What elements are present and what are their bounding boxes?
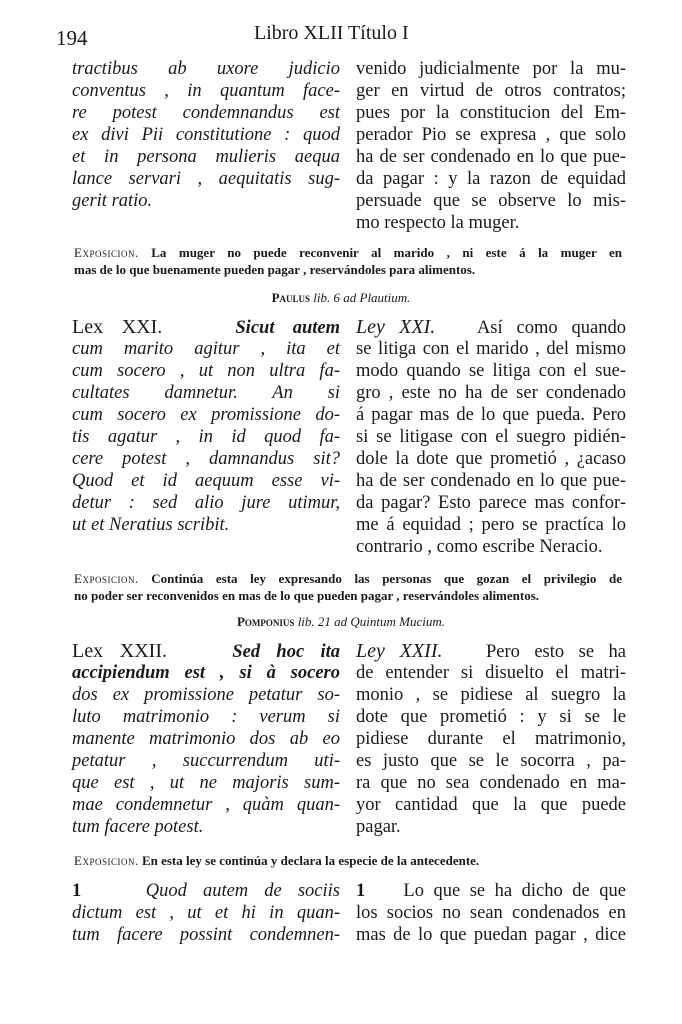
spanish-line: pues por la constitucion del Em- xyxy=(356,103,626,123)
source-citation-2 xyxy=(0,614,682,630)
spanish-line: de entender si disuelto el matri- xyxy=(356,663,626,683)
spanish-line: los socios no sean condenados en xyxy=(356,903,626,923)
latin-line: Lex XXI. Sicut autem xyxy=(72,316,341,338)
latin-line: gerit ratio. xyxy=(72,191,153,211)
spanish-line: gro , este no ha de ser condenado xyxy=(356,383,626,403)
spanish-line: ha de ser condenado en lo que pue- xyxy=(356,147,626,167)
latin-line: cultates damnetur. An si xyxy=(72,383,340,403)
spanish-line: monio , se pidiese al suegro la xyxy=(356,685,626,705)
latin-line: re potest condemnandus est xyxy=(72,103,340,123)
latin-line: tum facere potest. xyxy=(72,817,204,837)
ley-22-label: Ley XXII. xyxy=(356,640,443,662)
lex-21-latin xyxy=(72,316,340,536)
para-1-spanish xyxy=(356,880,626,946)
latin-line: luto matrimonio : verum si xyxy=(72,707,340,727)
lex-21-label: Lex XXI. xyxy=(72,316,163,338)
page-number: 194 xyxy=(56,26,88,50)
exposicion-line: no poder ser reconvenidos en mas de lo que pueden pagar , reservándoles alimentos. xyxy=(74,588,540,603)
latin-line: que est , ut ne majoris sum- xyxy=(72,773,340,793)
spanish-line: pidiese durante el matrimonio, xyxy=(356,729,626,749)
spanish-line: ha de ser condenado en lo que pue- xyxy=(356,471,626,491)
spanish-line: me á equidad ; pero se practíca lo xyxy=(356,515,626,535)
latin-line: manente matrimonio dos ab eo xyxy=(72,729,340,749)
source-citation-1 xyxy=(0,290,682,306)
exposicion-note-2 xyxy=(74,570,622,604)
latin-line: tis agatur , in id quod fa- xyxy=(72,427,340,447)
latin-line: dos ex promissione petatur so- xyxy=(72,685,340,705)
source-author: Paulus xyxy=(271,290,311,305)
spanish-line: Ley XXII. Pero esto se ha xyxy=(356,640,626,662)
exposicion-line: Exposicion. En esta ley se continúa y declara la especie de la antecedente. xyxy=(74,853,480,868)
latin-line: cum marito agitur , ita et xyxy=(72,339,340,359)
latin-line: cum socero ex promissione do- xyxy=(72,405,340,425)
latin-line: dictum est , ut et hi in quan- xyxy=(72,903,340,923)
spanish-line: mo respecto la muger. xyxy=(356,213,520,233)
spanish-line: modo quando se litiga con el sue- xyxy=(356,361,626,381)
source-reference: lib. 6 ad Plautium. xyxy=(313,290,411,305)
spanish-line: da pagar : y la razon de equidad xyxy=(356,169,626,189)
latin-line: conventus , in quantum face- xyxy=(72,81,340,101)
lex-22-label: Lex XXII. xyxy=(72,640,168,662)
source-author: Pomponius xyxy=(236,614,295,629)
spanish-line: contrario , como escribe Neracio. xyxy=(356,537,603,557)
latin-line: mae condemnetur , quàm quan- xyxy=(72,795,340,815)
spanish-line: es justo que se le socorra , pa- xyxy=(356,751,626,771)
lex-21-spanish xyxy=(356,316,626,558)
para-1-number-es: 1 xyxy=(356,881,366,901)
latin-line: cere potest , damnandus sit? xyxy=(72,449,340,469)
exposicion-line: Exposicion. La muger no puede reconvenir al marido , ni este á la muger en xyxy=(74,245,623,260)
spanish-text-block-1 xyxy=(356,58,626,234)
lex-22-spanish xyxy=(356,640,626,838)
spanish-line: venido judicialmente por la mu- xyxy=(356,59,626,79)
exposicion-line: Exposicion. Continúa esta ley expresando las personas que gozan el privilegio de xyxy=(74,571,622,586)
latin-line: tractibus ab uxore judicio xyxy=(72,59,340,79)
source-reference: lib. 21 ad Quintum Mucium. xyxy=(297,614,446,629)
spanish-line: ra que no sea condenado en ma- xyxy=(356,773,626,793)
spanish-line: si se litigase con el suegro pidién- xyxy=(356,427,626,447)
latin-line: 1 Quod autem de sociis xyxy=(72,881,340,901)
spanish-line: mas de lo que puedan pagar , dice xyxy=(356,925,626,945)
spanish-line: 1 Lo que se ha dicho de que xyxy=(356,881,626,901)
exposicion-label: Exposicion. xyxy=(74,245,139,260)
spanish-line: Ley XXI. Así como quando xyxy=(356,316,626,338)
latin-line: et in persona mulieris aequa xyxy=(72,147,340,167)
para-1-number: 1 xyxy=(72,881,82,901)
exposicion-note-1 xyxy=(74,244,622,278)
latin-line: cum socero , ut non ultra fa- xyxy=(72,361,340,381)
latin-line: Quod et id aequum esse vi- xyxy=(72,471,340,491)
latin-text-block-1 xyxy=(72,58,340,212)
exposicion-note-3 xyxy=(74,852,622,869)
exposicion-label: Exposicion. xyxy=(74,571,139,586)
spanish-line: pagar. xyxy=(356,817,401,837)
latin-line: ut et Neratius scribit. xyxy=(72,515,230,535)
spanish-line: se litiga con el marido , del mismo xyxy=(356,339,626,359)
latin-line: tum facere possint condemnen- xyxy=(72,925,340,945)
latin-line: lance servari , aequitatis sug- xyxy=(72,169,340,189)
ley-21-label: Ley XXI. xyxy=(356,316,436,338)
para-1-latin xyxy=(72,880,340,946)
running-head: Libro XLII Título I xyxy=(254,22,409,44)
latin-line: petatur , succurrendum uti- xyxy=(72,751,340,771)
spanish-line: persuade que se observe lo mis- xyxy=(356,191,626,211)
spanish-line: perador Pio se expresa , que solo xyxy=(356,125,626,145)
spanish-line: ger en virtud de otros contratos; xyxy=(356,81,626,101)
latin-line: Lex XXII. Sed hoc ita xyxy=(72,640,341,662)
spanish-line: yor cantidad que la que puede xyxy=(356,795,626,815)
spanish-line: á pagar mas de lo que pueda. Pero xyxy=(356,405,626,425)
exposicion-line: mas de lo que buenamente pueden pagar , reservándoles para alimentos. xyxy=(74,262,476,277)
latin-line: ex divi Pii constitutione : quod xyxy=(72,125,340,145)
spanish-line: da pagar? Esto parece mas confor- xyxy=(356,493,626,513)
spanish-line: dote que prometió : y si se le xyxy=(356,707,626,727)
lex-22-latin xyxy=(72,640,340,838)
exposicion-label: Exposicion. xyxy=(74,853,139,868)
latin-line: detur : sed alio jure utimur, xyxy=(72,493,340,513)
spanish-line: dole la dote que prometió , ¿acaso xyxy=(356,449,626,469)
latin-line: accipiendum est , si à socero xyxy=(72,663,340,683)
